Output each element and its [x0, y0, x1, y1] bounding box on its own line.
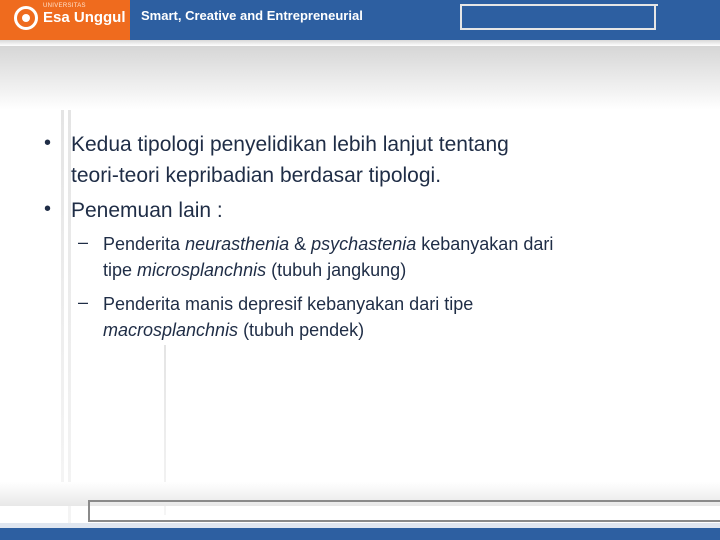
bullet-dot: • [44, 198, 52, 220]
logo-name: Esa Unggul [43, 9, 126, 26]
sub-bullet-1-line-2 [103, 257, 406, 283]
text-run: kebanyakan dari [416, 234, 554, 254]
header-tagline: Smart, Creative and Entrepreneurial [141, 8, 363, 23]
term-microsplanchnis: microsplanchnis [137, 260, 267, 280]
bullet-2: Penemuan lain : [71, 199, 223, 222]
logo-subtext: UNIVERSITAS [43, 3, 86, 9]
text-run: Penderita [103, 234, 186, 254]
bullet-1-line-1: Kedua tipologi penyelidikan lebih lanjut tentang [71, 133, 509, 156]
bullet-1-line-2: teori-teori kepribadian berdasar tipologi. [71, 164, 442, 187]
term-macrosplanchnis: macrosplanchnis [103, 320, 239, 340]
text-run: tipe [103, 260, 138, 280]
bullet-dot: • [44, 132, 52, 154]
sub-bullet-1-line-1 [103, 231, 553, 257]
text-run: (tubuh pendek) [238, 320, 365, 340]
text-run: (tubuh jangkung) [266, 260, 407, 280]
sub-bullet-2-line-1: Penderita manis depresif kebanyakan dari tipe [103, 294, 474, 314]
sub-bullet-dash: – [78, 292, 89, 312]
sub-bullet-2-line-2 [103, 317, 364, 343]
text-run: & [289, 234, 312, 254]
term-neurasthenia: neurasthenia [185, 234, 290, 254]
sub-bullet-dash: – [78, 232, 89, 252]
term-psychastenia: psychastenia [311, 234, 417, 254]
